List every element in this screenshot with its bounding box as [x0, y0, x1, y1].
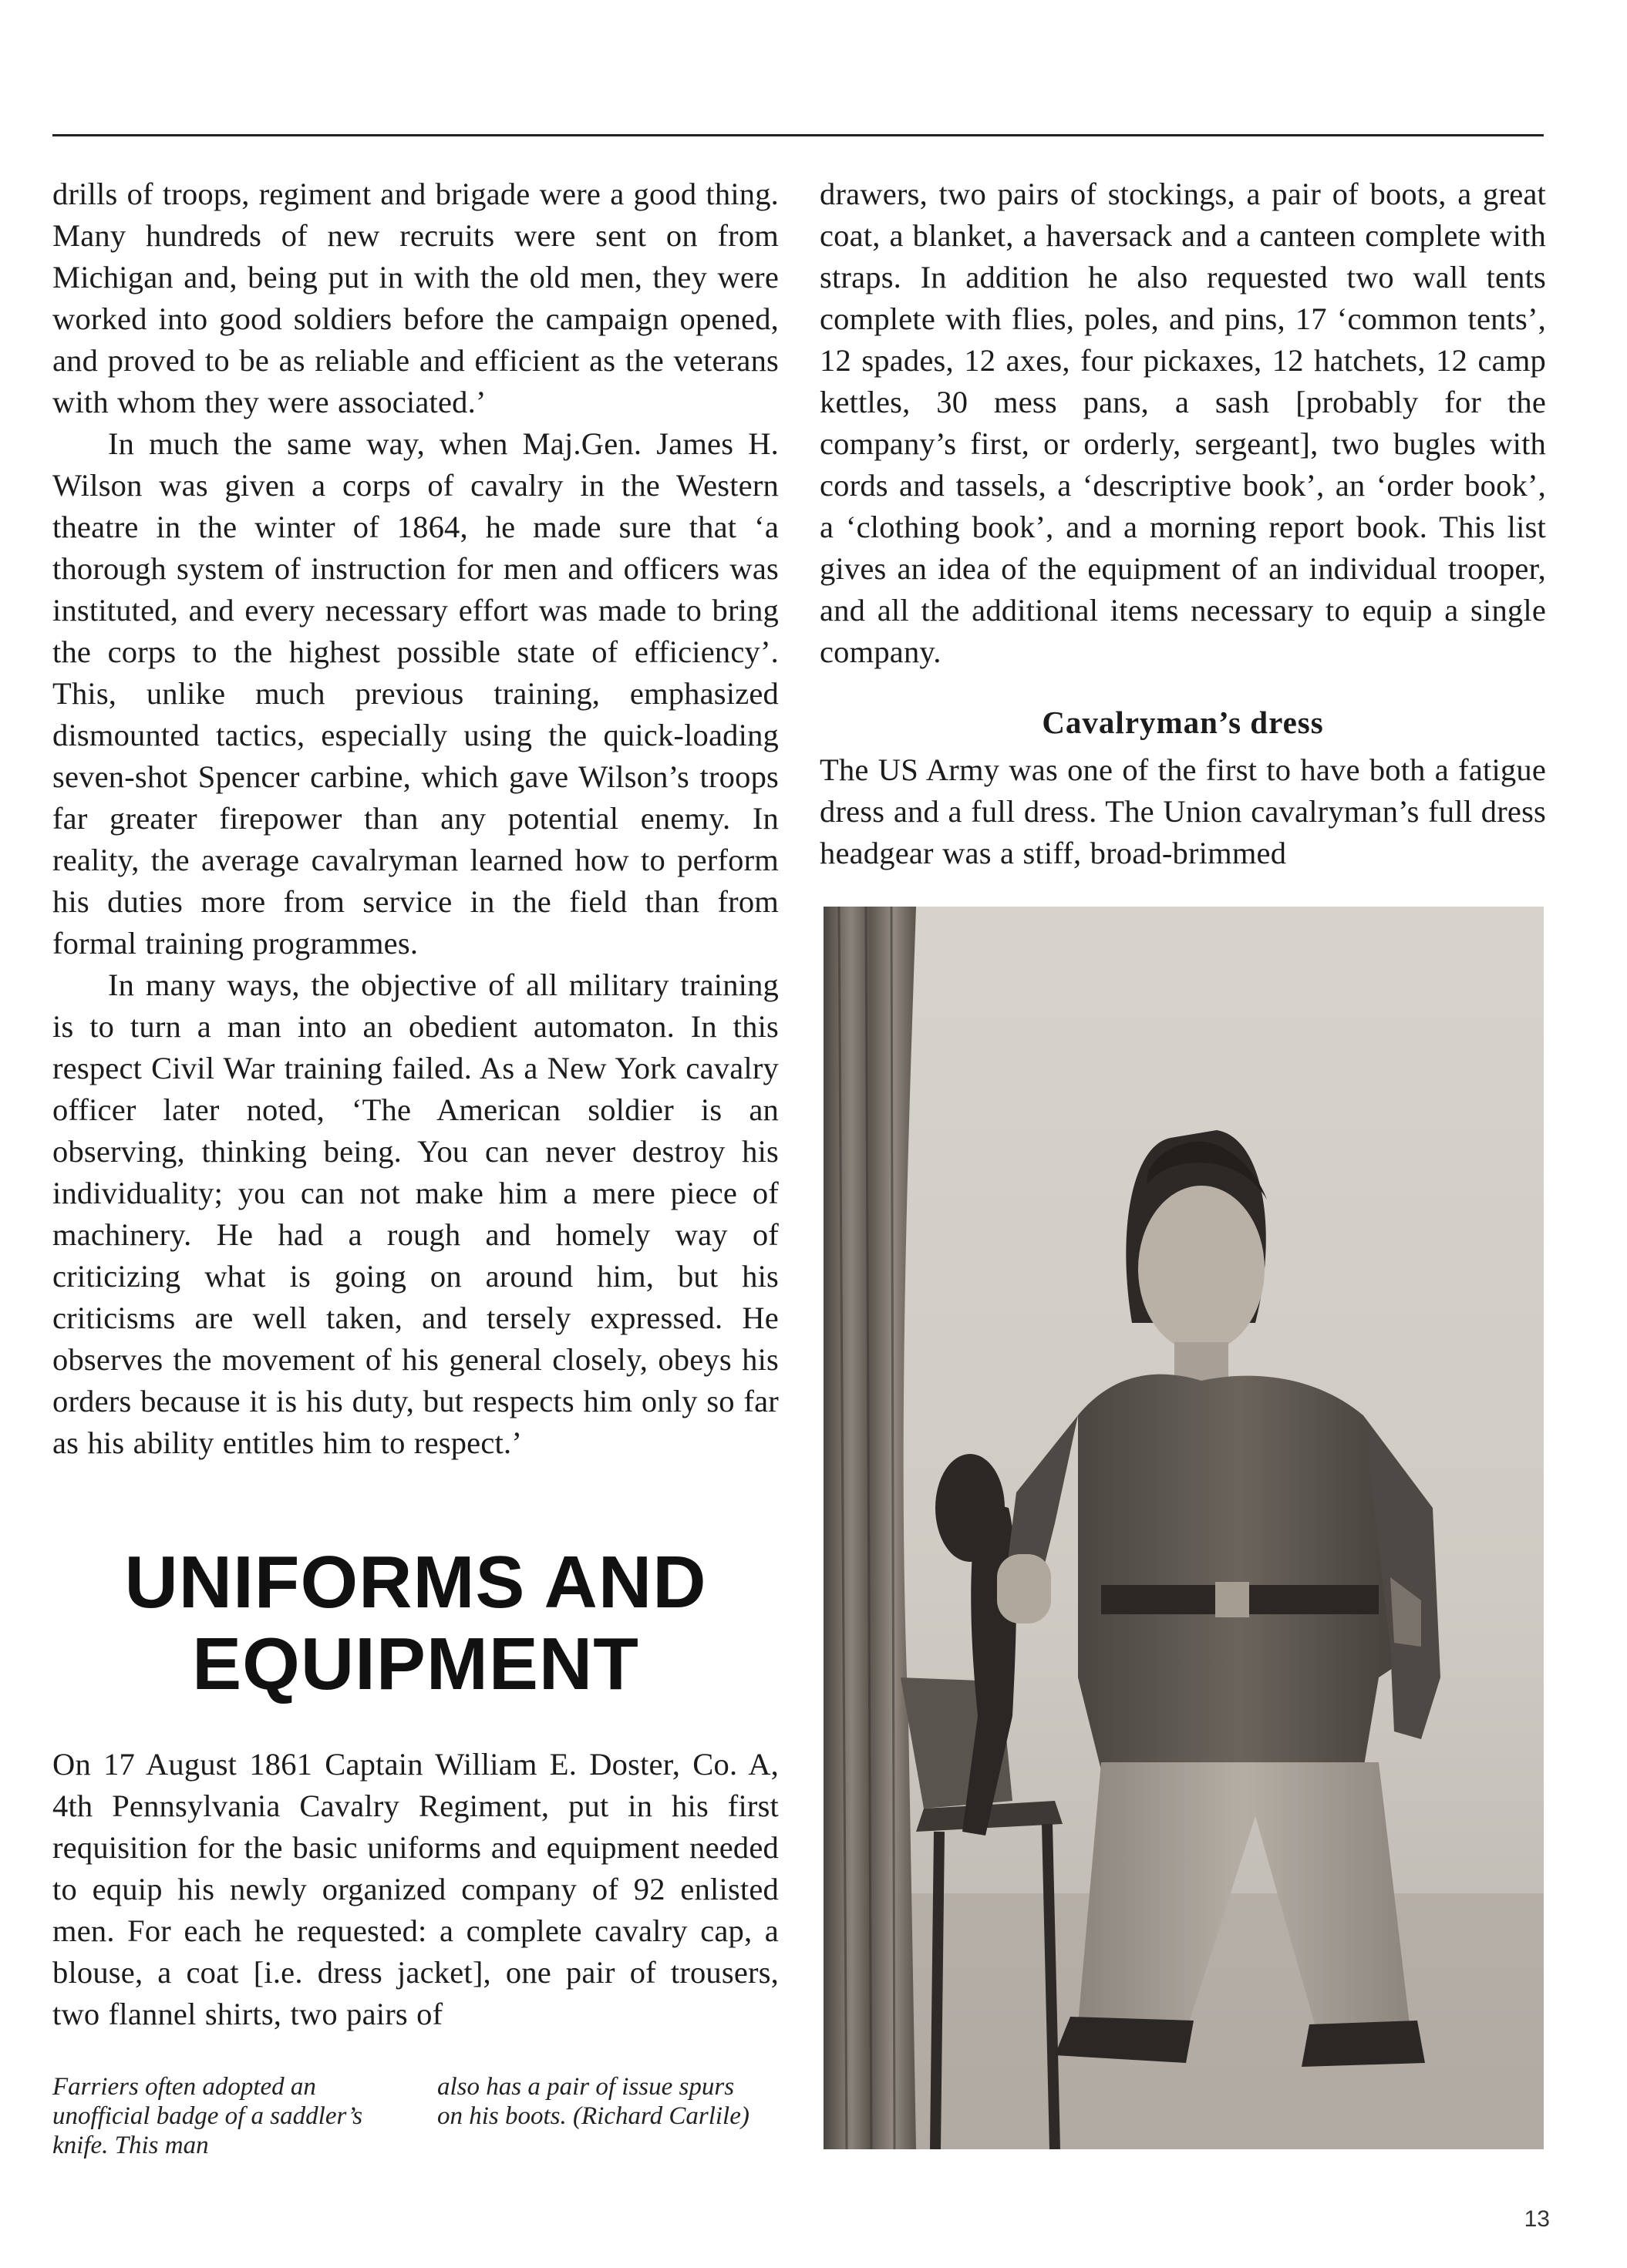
paragraph: On 17 August 1861 Captain William E. Doster, Co. A, 4th Pennsylvania Cavalry Regiment, put in his first requisition for the basic uniforms and equipment needed to equip his newly organized company of 92 enlisted men. For each he requested: a complete cavalry cap, a blouse, a coat [i.e. dress jacket], one pair of trousers, two flannel shirts, two pairs of [52, 1747, 779, 2031]
right-column [820, 173, 1546, 673]
section-heading-line: UNIFORMS AND [124, 1541, 707, 1624]
header-rule [52, 134, 1544, 136]
left-bottom-column [52, 1744, 779, 2035]
paragraph: drills of troops, regiment and brigade were a good thing. Many hundreds of new recruits were sent on from Michigan and, being put in with the old men, they were worked into good soldiers before the campaign opened, and proved to be as reliable and efficient as the veterans with whom they were associated.’ [52, 177, 779, 419]
portrait-photo-icon [824, 907, 1544, 2149]
subheading: Cavalryman’s dress [1042, 705, 1324, 740]
paragraph: The US Army was one of the first to have both a fatigue dress and a full dress. The Union cavalryman’s full dress headgear was a stiff, broad-brimmed [820, 752, 1546, 870]
caption-part-1: Farriers often adopted an unofficial badge of a saddler’s knife. This man [52, 2073, 363, 2159]
page-number: 13 [1524, 2206, 1550, 2232]
paragraph: drawers, two pairs of stockings, a pair of boots, a great coat, a blanket, a haversack and a canteen complete with straps. In addition he also requested two wall tents complete with flies, poles, and pins, 17 ‘common tents’, 12 spades, 12 axes, four pickaxes, 12 hatchets, 12 camp kettles, 30 mess pans, a sash [probably for the company’s first, or orderly, sergeant], two bugles with cords and tassels, a ‘descriptive book’, an ‘order book’, a ‘clothing book’, and a morning report book. This list gives an idea of the equipment of an individual trooper, and all the additional items necessary to equip a single company. [820, 177, 1546, 669]
paragraph: In much the same way, when Maj.Gen. James H. Wilson was given a corps of cavalry in the Western theatre in the winter of 1864, he made sure that ‘a thorough system of instruction for men and officers was instituted, and every necessary effort was made to bring the corps to the highest possible state of efficiency’. This, unlike much previous training, emphasized dismounted tactics, especially using the quick-loading seven-shot Spencer carbine, which gave Wilson’s troops far greater firepower than any potential enemy. In reality, the average cavalryman learned how to perform his duties more from service in the field than from formal training programmes. [52, 426, 779, 961]
section-heading [52, 1542, 779, 1705]
section-heading-line: EQUIPMENT [192, 1623, 639, 1705]
left-column [52, 173, 779, 1464]
right-column-continued [820, 749, 1546, 874]
caption-part-2: also has a pair of issue spurs on his boots. (Richard Carlile) [437, 2073, 749, 2130]
paragraph: In many ways, the objective of all military training is to turn a man into an obedient automaton. In this respect Civil War training failed. As a New York cavalry officer later noted, ‘The American soldier is an observing, thinking being. You can never destroy his individuality; you can not make him a mere piece of machinery. He had a rough and homely way of criticizing what is going on around him, but his criticisms are well taken, and tersely expressed. He observes the movement of his general closely, obeys his orders because it is his duty, but respects him only so far as his ability entitles him to respect.’ [52, 967, 779, 1460]
